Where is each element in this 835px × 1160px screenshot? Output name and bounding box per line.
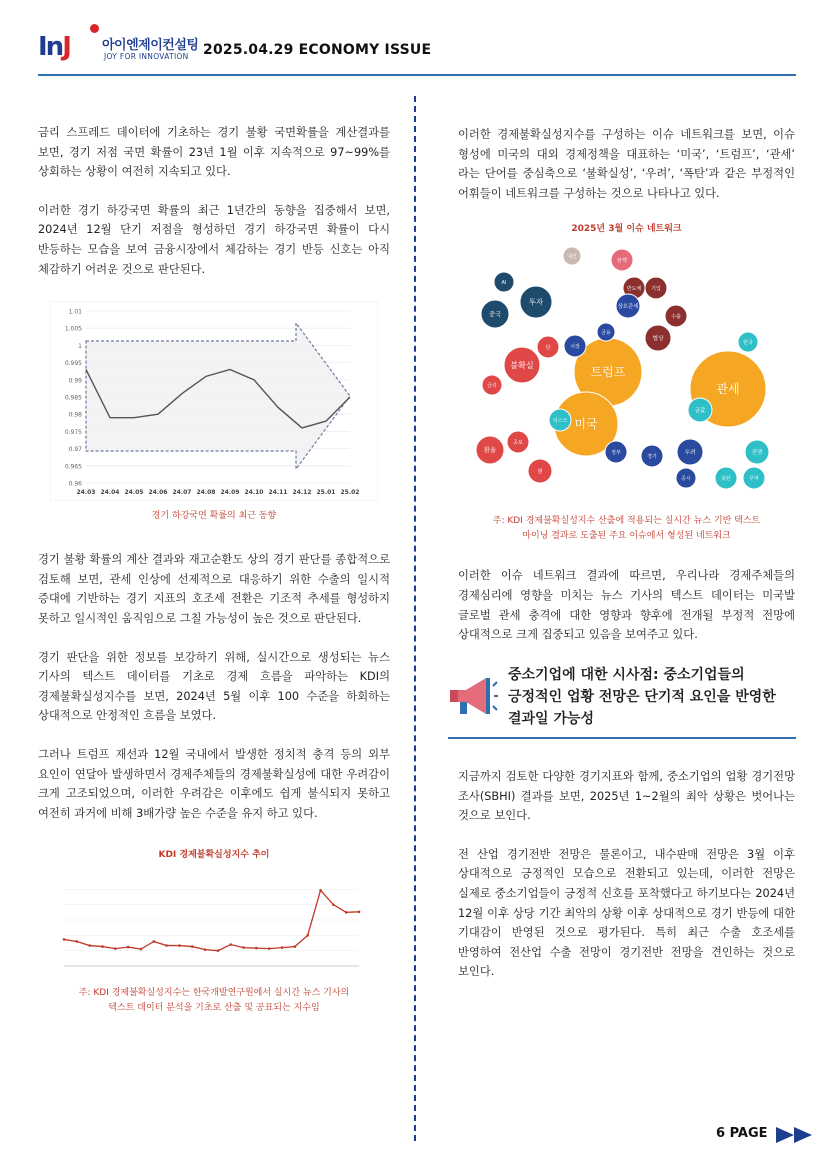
y-tick-label: 0.995	[64, 360, 82, 368]
svg-text:환율: 환율	[483, 447, 497, 455]
network-node	[745, 440, 769, 464]
uncertainty-series-line	[64, 891, 359, 951]
company-logo	[38, 22, 198, 64]
y-tick-label: 0.99	[68, 377, 82, 385]
figure-note-line: 주: KDI 경제불확실성지수 산출에 적용되는 실시간 뉴스 기반 텍스트	[492, 516, 761, 527]
paragraph: 그러나 트럼프 재선과 12월 국내에서 발생한 정치적 충격 등의 외부 요인이 연달아 발생하면서 경제주체들의 경제불확실성에 대한 우려감이 크게 고조되었으며, 이러한 우려감은 이후에도 쉽게 불식되지 못하고 여전히 과거에 비해 3배가량 높은 수준을 유지 하고 있다.	[38, 747, 390, 820]
figure-title: KDI 경제불확실성지수 추이	[158, 850, 270, 861]
svg-text:금값: 금값	[694, 408, 706, 415]
network-node	[641, 445, 663, 467]
issue-network-chart	[462, 242, 792, 504]
data-point	[127, 946, 130, 949]
network-node	[676, 468, 696, 488]
logo-korean-name: 아이엔제이컨설팅	[102, 38, 199, 53]
y-tick-label: 0.965	[64, 463, 82, 471]
svg-text:리스크: 리스크	[552, 418, 568, 425]
header-rule	[38, 74, 796, 76]
svg-text:증시: 증시	[681, 476, 691, 483]
svg-text:기업: 기업	[651, 286, 661, 293]
svg-text:관세: 관세	[716, 382, 740, 397]
network-node	[563, 247, 581, 265]
svg-text:원: 원	[537, 469, 543, 476]
issue-title: 2025.04.29 ECONOMY ISSUE	[203, 42, 432, 58]
data-point	[255, 947, 258, 950]
figure-recession-probability	[38, 301, 390, 501]
section-rule	[448, 737, 796, 739]
svg-text:반도체: 반도체	[626, 286, 642, 293]
network-node	[481, 300, 509, 328]
x-tick-label: 24.11	[268, 489, 288, 497]
paragraph: 경기 판단을 위한 정보를 보강하기 위해, 실시간으로 생성되는 뉴스 기사의 텍스트 데이터를 기초로 경제 흐름을 파악하는 KDI의 경제불확실성지수를 보면, 2024년 5월 이후 100 수준을 하회하는 상대적으로 안정적인 흐름을 보였다.	[38, 650, 390, 723]
data-point	[204, 949, 207, 952]
data-point	[191, 946, 194, 949]
data-point	[332, 904, 335, 907]
paragraph: 금리 스프레드 데이터에 기초하는 경기 불황 국면확률을 계산결과를 보면, 경기 저점 국면 확률이 23년 1월 이후 지속적으로 97~99%를 상회하는 상황이 여전히 지속되고 있다.	[38, 126, 390, 179]
network-node	[528, 459, 552, 483]
data-point	[178, 945, 181, 948]
paragraph: 경기 불황 확률의 계산 결과와 재고순환도 상의 경기 판단를 종합적으로 검토해 보면, 관세 인상에 선제적으로 대응하기 위한 수출의 일시적 증대에 기반하는 경기 지표의 호조세 전환은 기조적 추세를 형성하지 못하고 일시적인 움직임으로 그칠 가능성이 높은 것으로 판단된다.	[38, 553, 390, 625]
x-tick-label: 24.07	[172, 489, 192, 497]
figure-uncertainty-index	[38, 870, 390, 980]
x-tick-label: 25.02	[340, 489, 360, 497]
network-node	[645, 277, 667, 299]
y-tick-label: 1.01	[68, 308, 82, 316]
network-node	[645, 325, 671, 351]
network-node	[476, 436, 504, 464]
x-tick-label: 24.10	[244, 489, 264, 497]
data-point	[229, 944, 232, 947]
svg-text:수출: 수출	[671, 314, 681, 321]
data-point	[165, 945, 168, 948]
svg-text:금리: 금리	[487, 383, 497, 390]
svg-text:경기: 경기	[647, 454, 657, 461]
network-node	[537, 336, 559, 358]
x-tick-label: 24.04	[100, 489, 120, 497]
network-node	[504, 347, 540, 383]
y-tick-label: 1.005	[64, 325, 82, 333]
network-node	[597, 323, 615, 341]
figure-note	[458, 514, 795, 544]
data-point	[114, 948, 117, 951]
network-node	[677, 439, 703, 465]
svg-text:정부: 정부	[611, 450, 621, 457]
svg-text:투자: 투자	[529, 297, 543, 307]
data-point	[345, 911, 348, 914]
x-tick-label: 25.01	[316, 489, 336, 497]
y-tick-label: 1	[78, 343, 82, 351]
data-point	[63, 938, 66, 941]
section-title: 중소기업에 대한 시사점: 중소기업들의 긍정적인 업황 전망은 단기적 요인을 반영한 결과일 가능성	[508, 667, 776, 727]
network-node	[520, 286, 552, 318]
svg-text:불확실: 불확실	[510, 360, 534, 371]
network-node	[665, 305, 687, 327]
network-node	[616, 294, 640, 318]
svg-text:미국: 미국	[574, 417, 598, 432]
figure-issue-network	[458, 242, 795, 504]
svg-text:상호관세: 상호관세	[617, 304, 639, 311]
data-point	[268, 948, 271, 951]
figure-note	[38, 986, 390, 1016]
figure-caption: 경기 하강국면 확률의 최근 동향	[151, 511, 277, 522]
network-node	[611, 249, 633, 271]
data-point	[88, 945, 91, 948]
network-node	[482, 375, 502, 395]
x-tick-label: 24.12	[292, 489, 312, 497]
logo-mark: InJ	[38, 32, 70, 62]
svg-text:한국: 한국	[743, 340, 753, 347]
y-tick-label: 0.98	[68, 411, 82, 419]
network-node	[507, 431, 529, 453]
svg-text:AI: AI	[501, 280, 507, 287]
paragraph: 이러한 경기 하강국면 확률의 최근 1년간의 동향을 집중해서 보면, 2024년 12월 단기 저점을 형성하던 경기 하강국면 확률이 다시 반등하는 모습을 보여 금융시장에서 체감하는 경기 반등 신호는 아직 체감하기 어려운 것으로 판단된다.	[38, 203, 390, 276]
y-tick-label: 0.96	[68, 480, 82, 488]
y-tick-label: 0.97	[68, 446, 82, 454]
y-tick-label: 0.975	[64, 429, 82, 437]
x-tick-label: 24.09	[220, 489, 240, 497]
recession-probability-chart	[50, 301, 378, 501]
right-column-lower	[458, 767, 795, 982]
y-tick-label: 0.985	[64, 394, 82, 402]
data-point	[217, 950, 220, 953]
figure-note-line: 마이닝 결과로 도출된 주요 이슈에서 형성된 네트워크	[522, 531, 731, 542]
network-node	[743, 467, 765, 489]
svg-text:공포: 공포	[513, 440, 523, 447]
svg-text:우려: 우려	[684, 450, 696, 457]
page-footer	[710, 1124, 820, 1146]
data-point	[294, 946, 297, 949]
data-point	[358, 911, 361, 914]
column-divider	[414, 96, 416, 1141]
uncertainty-index-chart	[54, 870, 364, 978]
svg-text:시장: 시장	[570, 344, 580, 351]
network-node	[564, 335, 586, 357]
network-node	[605, 441, 627, 463]
data-point	[101, 946, 104, 949]
svg-text:단: 단	[545, 345, 551, 352]
figure-note-line: 주: KDI 경제불확실성지수는 한국개발연구원에서 실시간 뉴스 기사의	[78, 988, 350, 999]
x-tick-label: 24.08	[196, 489, 216, 497]
network-node	[688, 398, 712, 422]
figure-title: 2025년 3월 이슈 네트워크	[571, 224, 682, 235]
data-point	[140, 948, 143, 951]
svg-text:금융: 금융	[601, 330, 611, 337]
data-point	[319, 889, 322, 892]
network-node	[494, 272, 514, 292]
x-tick-label: 24.06	[148, 489, 168, 497]
data-point	[242, 947, 245, 950]
logo-tagline: JOY FOR INNOVATION	[104, 52, 189, 61]
page-number: 6 PAGE	[716, 1126, 768, 1141]
network-node	[715, 467, 737, 489]
svg-text:탄핵: 탄핵	[617, 258, 627, 265]
trend-arrow-overlay	[86, 323, 350, 469]
svg-text:폭탄: 폭탄	[721, 476, 731, 483]
x-tick-label: 24.03	[76, 489, 96, 497]
right-column	[458, 125, 795, 645]
paragraph: 이러한 이슈 네트워크 결과에 따르면, 우리나라 경제주체들의 경제심리에 영향을 미치는 뉴스 기사의 텍스트 데이터는 미국발 글로벌 관세 충격에 대한 영향과 향후에 전개될 부정적 전망에 상대적으로 크게 집중되고 있음을 보여주고 있다.	[458, 569, 795, 642]
svg-text:트럼프: 트럼프	[590, 365, 626, 380]
network-node	[738, 332, 758, 352]
paragraph: 전 산업 경기전반 전망은 물론이고, 내수판매 전망은 3월 이후 상대적으로 긍정적인 모습으로 전환되고 있는데, 이러한 전망은 실제로 중소기업들이 긍정적 신호를 포착했다고 하기보다는 2024년 12월 이후 상당 기간 최악의 상황 이후 상대적으로 경기 반등에 대한 기대감이 반영된 것으로 평가된다. 특히 최근 수출 호조세를 반영하여 전산업 수출 전망이 경기전반 전망을 견인하는 것으로 보인다.	[458, 847, 795, 979]
data-point	[281, 947, 284, 950]
data-point	[76, 940, 79, 943]
svg-text:중국: 중국	[488, 311, 502, 319]
section-heading	[440, 660, 800, 740]
next-page-arrow-icon	[774, 1125, 818, 1145]
data-point	[152, 940, 155, 943]
svg-text:협상: 협상	[652, 336, 664, 343]
network-node	[549, 409, 571, 431]
svg-text:무역: 무역	[749, 476, 759, 483]
figure-note-line: 텍스트 데이터 분석을 기초로 산출 및 공표되는 지수임	[108, 1003, 320, 1014]
svg-text:전쟁: 전쟁	[751, 450, 763, 457]
paragraph: 이러한 경제불확실성지수를 구성하는 이슈 네트워크를 보면, 이슈 형성에 미국의 대외 경제정책을 대표하는 ‘미국’, ‘트럼프’, ‘관세’ 라는 단어를 중심축으로 ‘불확실성’, ‘우려’, ‘폭탄’과 같은 부정적인 어휘들이 네트워크를 구성하는 것으로 나타나고 있다.	[458, 128, 795, 200]
logo-dot-icon	[90, 24, 99, 33]
data-point	[306, 934, 309, 937]
page-header	[38, 22, 798, 77]
svg-text:대선: 대선	[567, 254, 577, 261]
paragraph: 지금까지 검토한 다양한 경기지표와 함께, 중소기업의 업황 경기전망 조사(SBHI) 결과를 보면, 2025년 1~2월의 최악 상황은 벗어나는 것으로 보인다.	[458, 770, 795, 823]
left-column	[38, 123, 390, 1016]
x-tick-label: 24.05	[124, 489, 144, 497]
megaphone-icon	[446, 670, 498, 722]
